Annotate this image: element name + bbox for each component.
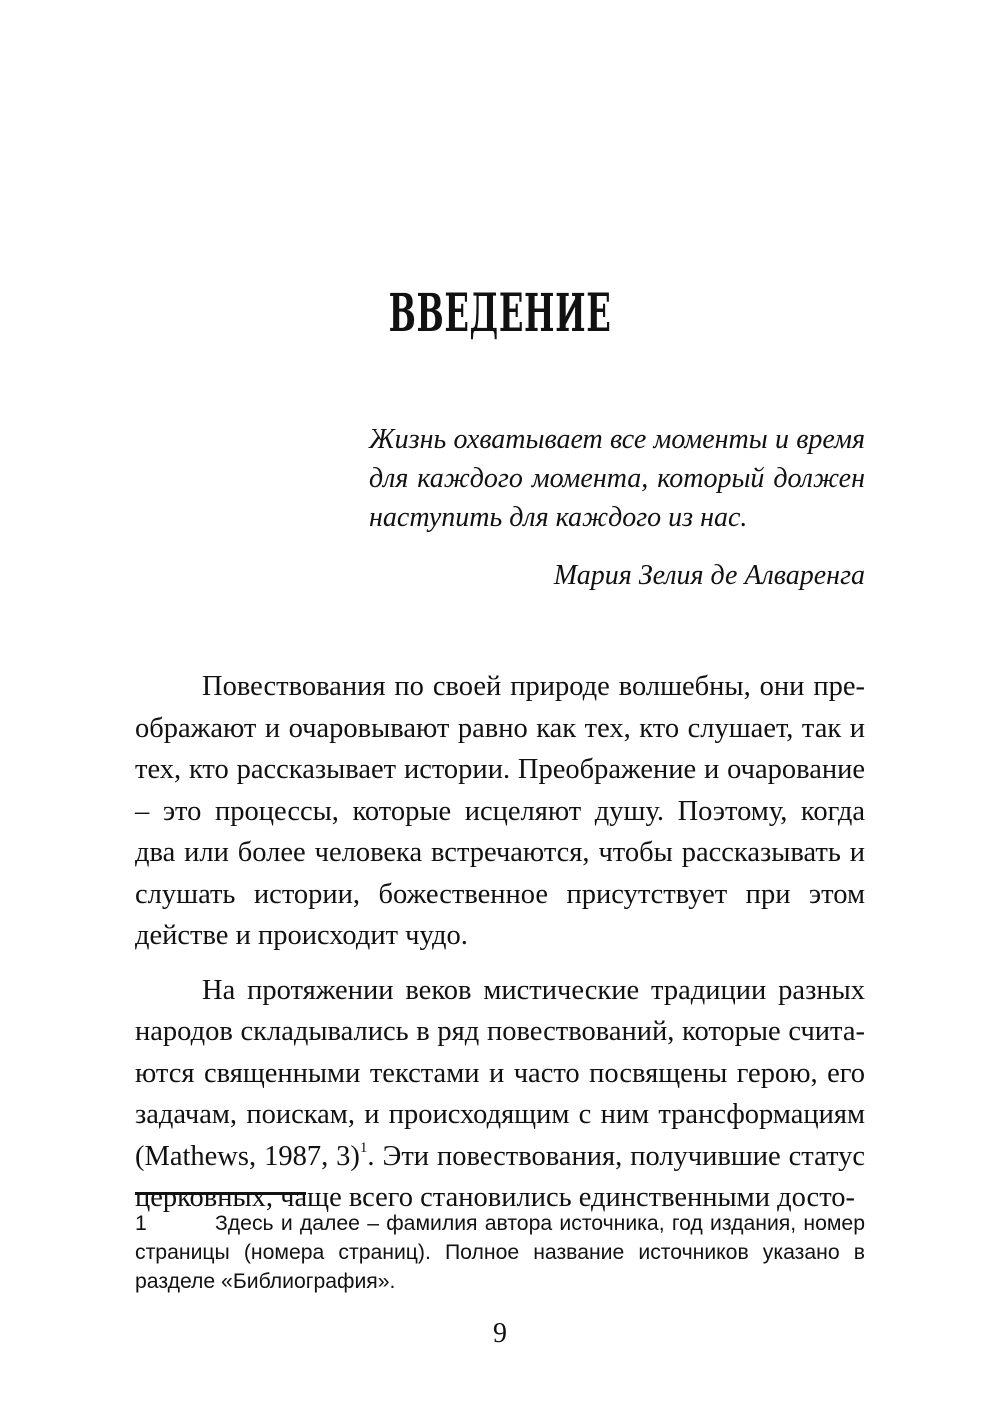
footnote-number: 1: [135, 1212, 147, 1235]
chapter-title: ВВЕДЕНИЕ: [388, 283, 612, 344]
footnote-text: Здесь и далее – фамилия автора источника, год издания, номер страницы (номера страниц). Полное название источников указано в разделе «Библиография».: [135, 1212, 865, 1293]
footnote-reference: 1: [359, 1139, 368, 1156]
footnote-divider: [135, 1192, 306, 1195]
body-paragraph-text: На протяжении веков мистические традиции разных народов складывались в ряд повествований, которые считаются священными текстами и часто посвящены герою, его задачам, поискам, и происходящим с ним трансформациям (Mathews, 1987, 3): [135, 974, 865, 1172]
body-text: [135, 666, 865, 1232]
page-number: 9: [493, 1318, 507, 1349]
epigraph-author: Мария Зелия де Алваренга: [553, 560, 865, 591]
body-paragraph-text: . Эти повествования, получившие статус церковных, чаще всего становились единственными досто-: [135, 1140, 865, 1213]
footnote: [135, 1209, 865, 1296]
body-paragraph: [135, 970, 865, 1219]
body-paragraph: Повествования по своей природе волшебны, они преображают и очаровывают равно как тех, кто слушает, так и тех, кто рассказывает истории. Преображение и очарование – это процессы, которые исцеляют душу. Поэтому, когда два или более человека встречаются, чтобы рассказывать и слушать истории, божественное присутствует при этом действе и происходит чудо.: [135, 671, 865, 951]
epigraph-text: Жизнь охватывает все моменты и время для каждого момента, который должен наступить для каждого из нас.: [369, 424, 865, 533]
